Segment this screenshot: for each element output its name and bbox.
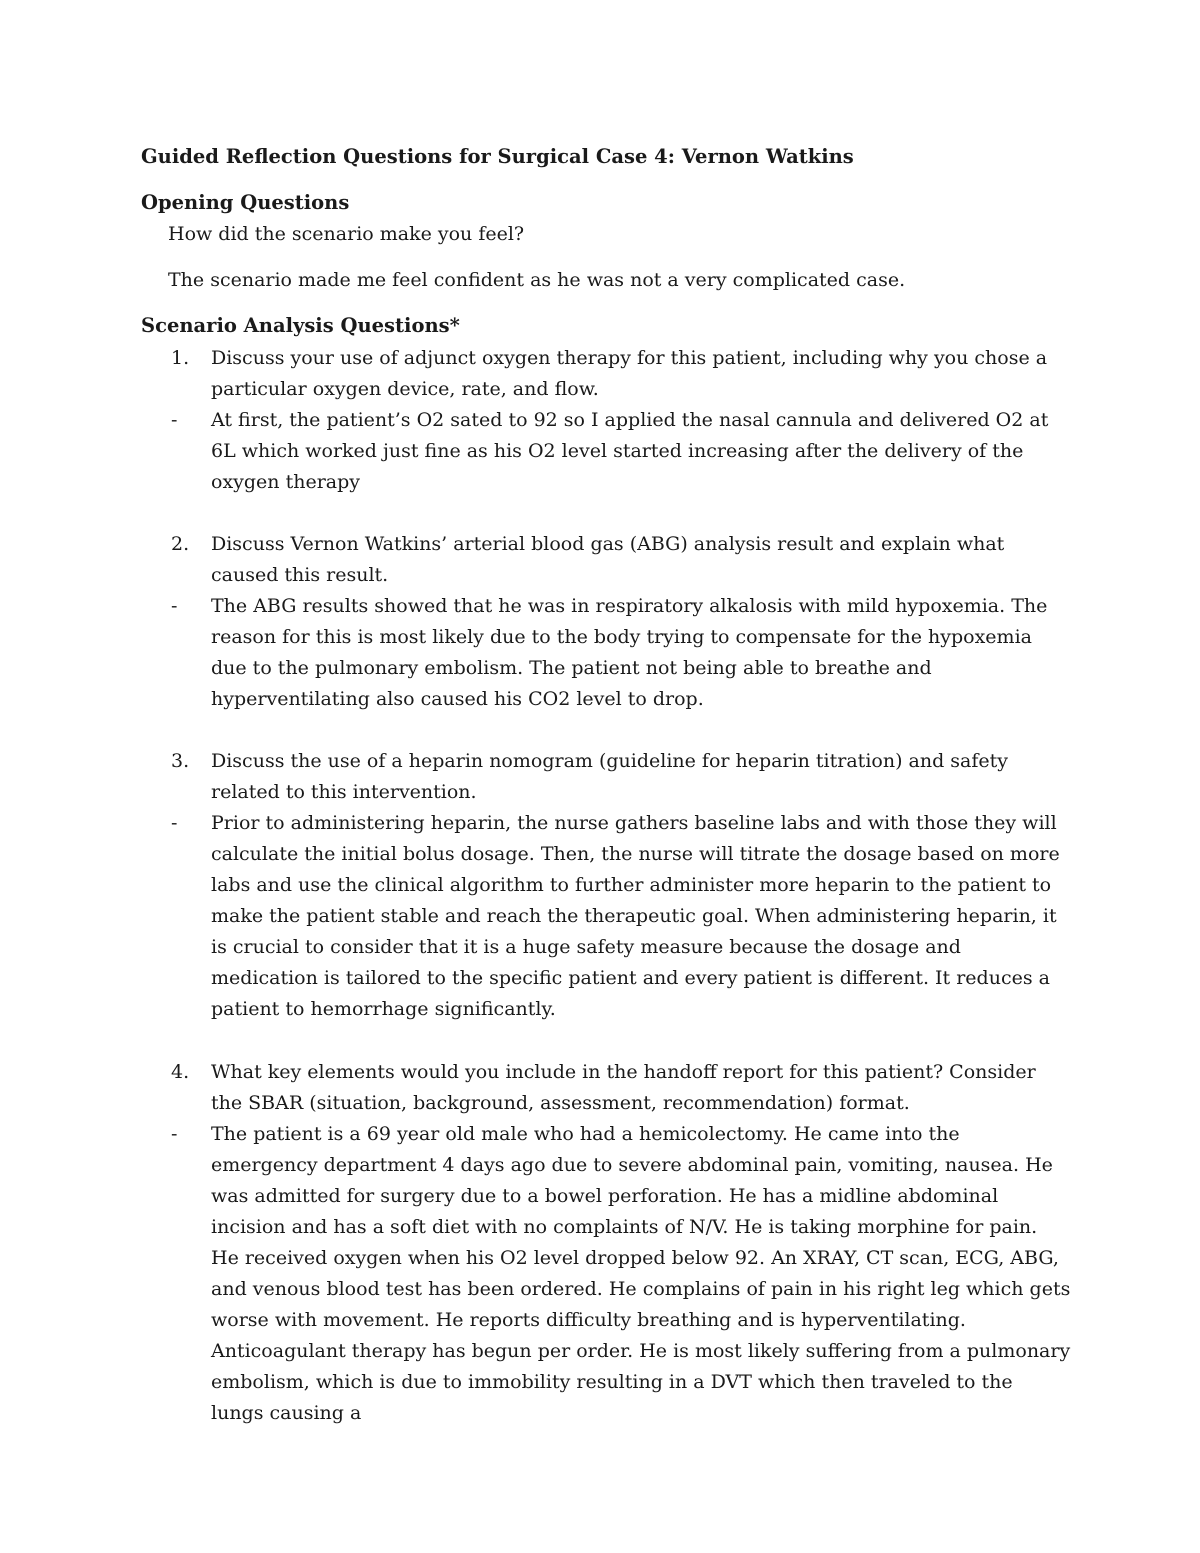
question-2 (171, 529, 1071, 591)
opening-questions-heading: Opening Questions (141, 191, 350, 214)
question-3-number: 3. (171, 750, 190, 772)
answer-2-bullet: - (171, 595, 178, 617)
question-1 (171, 343, 1071, 405)
question-4-text: What key elements would you include in the handoff report for this patient? Consider the SBAR (situation, background, assessment, recommendation) format. (211, 1061, 1036, 1114)
question-2-number: 2. (171, 533, 190, 555)
answer-1-text: At first, the patient’s O2 sated to 92 so I applied the nasal cannula and delivered O2 at 6L which worked just fine as his O2 level started increasing after the delivery of the oxygen therapy (211, 409, 1049, 493)
question-1-number: 1. (171, 347, 190, 369)
answer-4-bullet: - (171, 1123, 178, 1145)
question-4-number: 4. (171, 1061, 190, 1083)
question-3-text: Discuss the use of a heparin nomogram (guideline for heparin titration) and safety related to this intervention. (211, 750, 1009, 803)
answer-3-text: Prior to administering heparin, the nurse gathers baseline labs and with those they will calculate the initial bolus dosage. Then, the nurse will titrate the dosage based on more labs and use the clinical algorithm to further administer more heparin to the patient to make the patient stable and reach the therapeutic goal. When administering heparin, it is crucial to consider that it is a huge safety measure because the dosage and medication is tailored to the specific patient and every patient is different. It reduces a patient to hemorrhage significantly. (211, 812, 1060, 1020)
question-1-text: Discuss your use of adjunct oxygen therapy for this patient, including why you chose a particular oxygen device, rate, and flow. (211, 347, 1048, 400)
answer-4-text: The patient is a 69 year old male who had a hemicolectomy. He came into the emergency department 4 days ago due to severe abdominal pain, vomiting, nausea. He was admitted for surgery due to a bowel perforation. He has a midline abdominal incision and has a soft diet with no complaints of N/V. He is taking morphine for pain. He received oxygen when his O2 level dropped below 92. An XRAY, CT scan, ECG, ABG, and venous blood test has been ordered. He complains of pain in his right leg which gets worse with movement. He reports difficulty breathing and is hyperventilating. Anticoagulant therapy has begun per order. He is most likely suffering from a pulmonary embolism, which is due to immobility resulting in a DVT which then traveled to the lungs causing a (211, 1123, 1071, 1424)
answer-1-bullet: - (171, 409, 178, 431)
question-2-text: Discuss Vernon Watkins’ arterial blood gas (ABG) analysis result and explain what caused this result. (211, 533, 1005, 586)
scenario-analysis-heading: Scenario Analysis Questions* (141, 314, 460, 337)
question-4 (171, 1057, 1071, 1119)
question-3 (171, 746, 1071, 808)
opening-answer: The scenario made me feel confident as he was not a very complicated case. (168, 269, 906, 291)
document-title: Guided Reflection Questions for Surgical Case 4: Vernon Watkins (141, 145, 854, 168)
answer-3-bullet: - (171, 812, 178, 834)
answer-2 (171, 591, 1071, 715)
answer-3 (171, 808, 1071, 1025)
answer-1 (171, 405, 1071, 498)
answer-2-text: The ABG results showed that he was in respiratory alkalosis with mild hypoxemia. The reason for this is most likely due to the body trying to compensate for the hypoxemia due to the pulmonary embolism. The patient not being able to breathe and hyperventilating also caused his CO2 level to drop. (211, 595, 1048, 710)
answer-4 (171, 1119, 1071, 1429)
opening-question: How did the scenario make you feel? (168, 223, 525, 245)
